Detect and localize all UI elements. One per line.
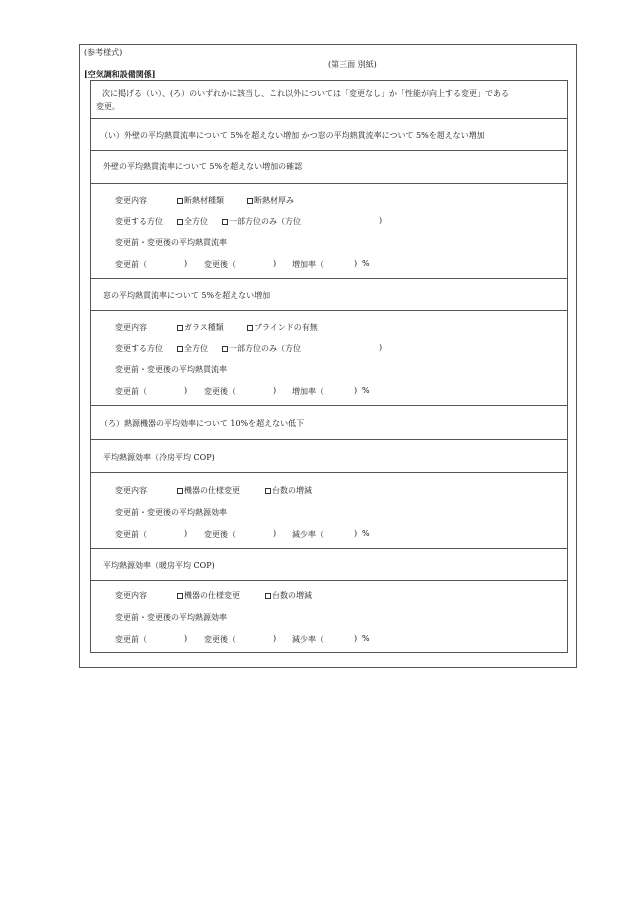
wall-rate-unit: %	[362, 259, 370, 268]
heating-rate-close: )	[354, 634, 358, 643]
wall-dir-close: )	[379, 216, 383, 225]
row-divider	[90, 439, 568, 440]
wall-title: 外壁の平均熱貫流率について 5%を超えない増加の確認	[103, 162, 303, 171]
checkbox-icon	[247, 198, 253, 204]
checkbox-icon	[177, 346, 183, 352]
cooling-before-label: 変更前（	[115, 530, 147, 539]
row-divider	[90, 118, 568, 119]
checkbox-icon	[265, 488, 271, 494]
intro-line-1: 次に掲げる（い）、(ろ）のいずれかに該当し、これ以外については「変更なし」か「性能が向上する変更」である	[102, 89, 509, 98]
window-opt-glass-type[interactable]: ガラス種類	[177, 322, 224, 333]
wall-after-close: )	[273, 259, 277, 268]
wall-before-label: 変更前（	[115, 260, 147, 269]
window-after-close: )	[273, 386, 277, 395]
window-dir-all[interactable]: 全方位	[177, 343, 208, 354]
checkbox-icon	[222, 219, 228, 225]
row-divider	[90, 548, 568, 549]
window-before-label: 変更前（	[115, 387, 147, 396]
window-after-label: 変更後（	[204, 387, 236, 396]
cooling-rate-unit: %	[362, 529, 370, 538]
checkbox-icon	[265, 593, 271, 599]
heating-after-close: )	[273, 634, 277, 643]
window-dir-part[interactable]: 一部方位のみ（方位	[222, 343, 301, 354]
wall-after-label: 変更後（	[204, 260, 236, 269]
section-ro-title: （ろ）熱源機器の平均効率について 10%を超えない低下	[100, 419, 305, 428]
heating-value-label: 変更前・変更後の平均熱源効率	[115, 613, 227, 622]
cooling-title: 平均熱源効率（冷房平均 COP)	[103, 453, 215, 462]
heating-opt-spec-change[interactable]: 機器の仕様変更	[177, 590, 240, 601]
section-i-title: （い）外壁の平均熱貫流率について 5%を超えない増加 かつ窓の平均熱貫流率について 5%を超えない増加	[100, 131, 485, 140]
cooling-rate-label: 減少率（	[292, 530, 324, 539]
checkbox-icon	[177, 488, 183, 494]
wall-dir-all[interactable]: 全方位	[177, 216, 208, 227]
cooling-value-label: 変更前・変更後の平均熱源効率	[115, 508, 227, 517]
wall-rate-close: )	[354, 259, 358, 268]
heating-before-close: )	[184, 634, 188, 643]
window-dir-close: )	[379, 343, 383, 352]
wall-dir-part[interactable]: 一部方位のみ（方位	[222, 216, 301, 227]
window-rate-label: 増加率（	[292, 387, 324, 396]
row-divider	[90, 278, 568, 279]
row-divider	[90, 150, 568, 151]
cooling-before-close: )	[184, 529, 188, 538]
window-direction-label: 変更する方位	[115, 344, 163, 353]
row-divider	[90, 183, 568, 184]
intro-line-2: 変更。	[96, 102, 120, 111]
window-rate-unit: %	[362, 386, 370, 395]
window-before-close: )	[184, 386, 188, 395]
wall-direction-label: 変更する方位	[115, 217, 163, 226]
cooling-content-label: 変更内容	[115, 486, 147, 495]
cooling-opt-spec-change[interactable]: 機器の仕様変更	[177, 485, 240, 496]
row-divider	[90, 310, 568, 311]
cooling-after-close: )	[273, 529, 277, 538]
checkbox-icon	[177, 593, 183, 599]
cooling-opt-unit-count[interactable]: 台数の増減	[265, 485, 312, 496]
heating-before-label: 変更前（	[115, 635, 147, 644]
heating-after-label: 変更後（	[204, 635, 236, 644]
checkbox-icon	[247, 325, 253, 331]
checkbox-icon	[177, 219, 183, 225]
cooling-rate-close: )	[354, 529, 358, 538]
checkbox-icon	[177, 198, 183, 204]
section-title: [空気調和設備関係]	[84, 69, 156, 79]
page-label: (第三面 別紙)	[328, 60, 377, 69]
wall-content-label: 変更内容	[115, 196, 147, 205]
window-title: 窓の平均熱貫流率について 5%を超えない増加	[103, 291, 271, 300]
row-divider	[90, 405, 568, 406]
checkbox-icon	[177, 325, 183, 331]
row-divider	[90, 580, 568, 581]
heating-content-label: 変更内容	[115, 591, 147, 600]
checkbox-icon	[222, 346, 228, 352]
heating-rate-label: 減少率（	[292, 635, 324, 644]
wall-opt-insulation-thickness[interactable]: 断熱材厚み	[247, 195, 294, 206]
wall-value-label: 変更前・変更後の平均熱貫流率	[115, 238, 227, 247]
window-opt-blind[interactable]: ブラインドの有無	[247, 322, 318, 333]
row-divider	[90, 472, 568, 473]
wall-opt-insulation-type[interactable]: 断熱材種類	[177, 195, 224, 206]
window-rate-close: )	[354, 386, 358, 395]
window-value-label: 変更前・変更後の平均熱貫流率	[115, 365, 227, 374]
wall-before-close: )	[184, 259, 188, 268]
heating-opt-unit-count[interactable]: 台数の増減	[265, 590, 312, 601]
heating-rate-unit: %	[362, 634, 370, 643]
reference-style-label: (参考様式)	[84, 48, 123, 57]
wall-rate-label: 増加率（	[292, 260, 324, 269]
window-content-label: 変更内容	[115, 323, 147, 332]
cooling-after-label: 変更後（	[204, 530, 236, 539]
heating-title: 平均熱源効率（暖房平均 COP)	[103, 561, 215, 570]
